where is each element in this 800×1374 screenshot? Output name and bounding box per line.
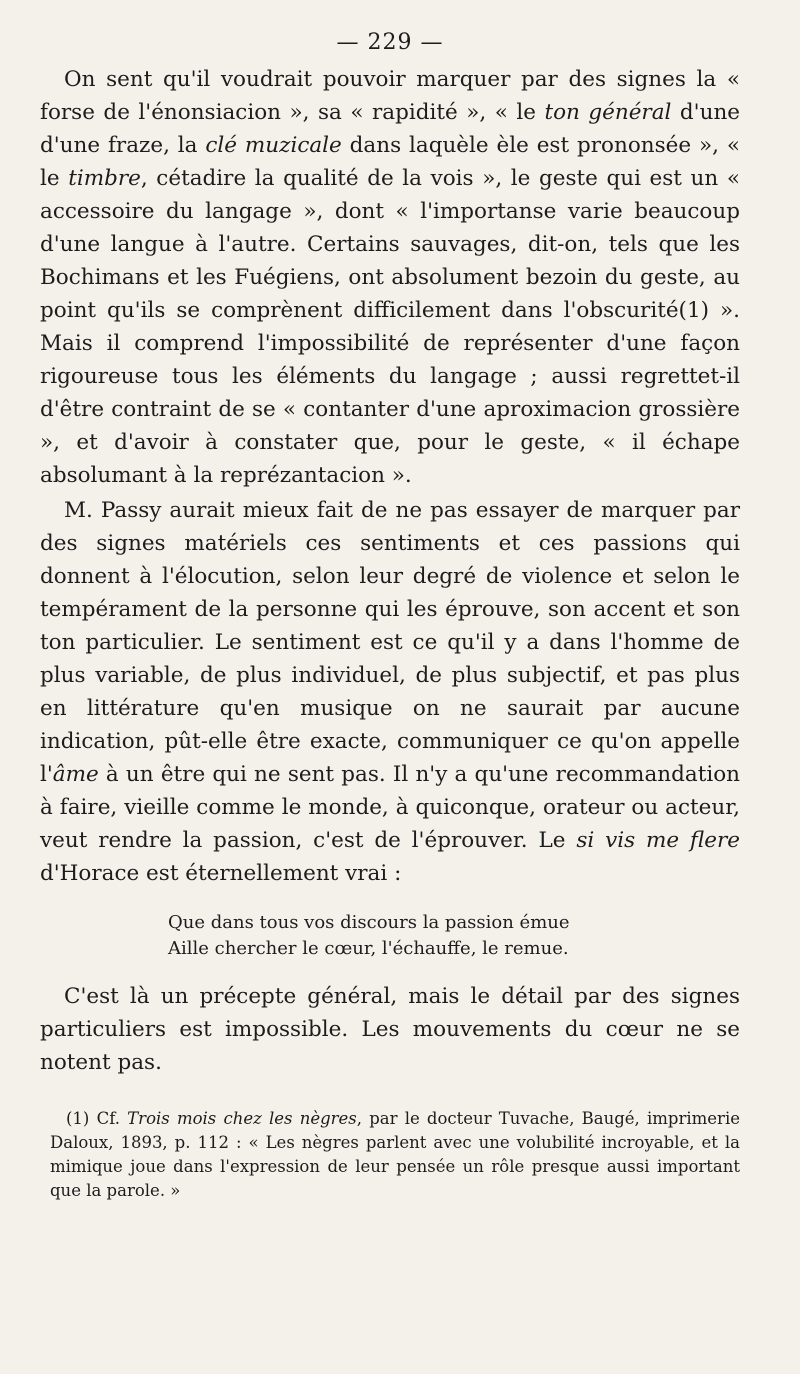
footnote: [40, 1107, 740, 1203]
paragraph: [40, 494, 740, 890]
verse-line: Que dans tous vos discours la passion émue: [168, 912, 570, 933]
text-run: , cétadire la qualité de la vois », le geste qui est un « accessoire du langage », dont « l'importanse varie beaucoup d'une langue à l'autre. Certains sauvages, dit-on, tels que les Bochimans et les Fuégiens, ont absolument bezoin du geste, au point qu'ils se comprènent difficilement dans l'obscurité(1) ». Mais il comprend l'impossibilité de représenter d'une façon rigoureuse tous les éléments du langage ; aussi regrettet-il d'être contraint de se « contanter d'une aproximacion grossière », et d'avoir à constater que, pour le geste, « il échape absolumant à la reprézantacion ».: [40, 166, 740, 488]
italic-text: Trois mois chez les nègres: [127, 1109, 357, 1128]
footnote-text: [50, 1109, 740, 1200]
verse-quote: [168, 910, 740, 962]
text-run: , par le docteur Tuvache, Baugé, imprimerie Daloux, 1893, p. 112 : « Les nègres parlent avec une volubilité incroyable, et la mimique joue dans l'expression de leur pensée un rôle presque aussi important que la parole. »: [50, 1109, 740, 1200]
text-run: M. Passy aurait mieux fait de ne pas essayer de marquer par des signes matériels ces sentiments et ces passions qui donnent à l'élocution, selon leur degré de violence et selon le tempérament de la personne qui les éprouve, son accent et son ton particulier. Le sentiment est ce qu'il y a dans l'homme de plus variable, de plus individuel, de plus subjectif, et pas plus en littérature qu'en musique on ne saurait par aucune indication, pût-elle être exacte, communiquer ce qu'on appelle l': [40, 498, 740, 787]
italic-text: timbre: [68, 166, 141, 191]
paragraph: [40, 63, 740, 492]
page-number: — 229 —: [336, 30, 444, 55]
closing-paragraph: C'est là un précepte général, mais le détail par des signes particuliers est impossible. Les mouvements du cœur ne se notent pas.: [40, 984, 740, 1075]
text-run: Cf.: [89, 1109, 128, 1128]
text-run: dans laquèle èle est prononsée », « le: [40, 133, 740, 191]
text-run: d'une d'une fraze, la: [40, 100, 741, 158]
main-text: [40, 63, 740, 1079]
italic-text: ton général: [544, 100, 672, 125]
text-run: On sent qu'il voudrait pouvoir marquer par des signes la « forse de l'énonsiacion », sa « rapidité », « le: [40, 67, 740, 125]
text-run: à un être qui ne sent pas. Il n'y a qu'une recommandation à faire, vieille comme le monde, à quiconque, orateur ou acteur, veut rendre la passion, c'est de l'éprouver. Le: [40, 762, 740, 853]
italic-text: clé muzicale: [205, 133, 342, 158]
text-run: d'Horace est éternellement vrai :: [40, 861, 402, 886]
italic-text: âme: [52, 762, 99, 787]
footnote-mark: (1): [66, 1109, 90, 1128]
italic-text: si vis me flere: [576, 828, 740, 853]
verse-line: Aille chercher le cœur, l'échauffe, le remue.: [168, 938, 569, 959]
